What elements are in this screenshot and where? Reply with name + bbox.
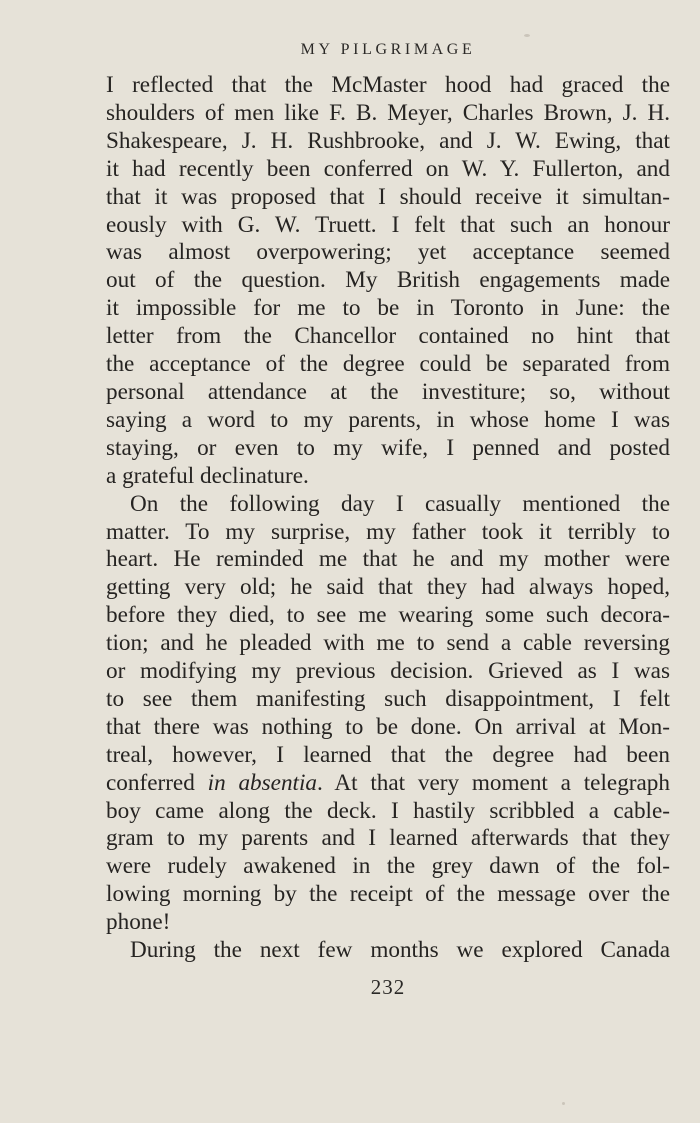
paragraph-3 — [106, 937, 670, 965]
text-line: was almost overpowering; yet acceptance seemed — [106, 239, 670, 266]
text-line: getting very old; he said that they had always hoped, — [106, 574, 670, 601]
text-line: saying a word to my parents, in whose home I was — [106, 406, 670, 433]
text-line: before they died, to see me wearing some such decora- — [106, 602, 670, 629]
text-line-italic: conferred in absentia. At that very moment a telegraph — [106, 769, 670, 796]
text-line: treal, however, I learned that the degree had been — [106, 741, 670, 768]
text-line: matter. To my surprise, my father took it terribly to — [106, 518, 670, 545]
text-line: it impossible for me to be in Toronto in June: the — [106, 295, 670, 322]
paper-speck — [524, 34, 530, 37]
paper-speck — [562, 1102, 565, 1105]
text-line: that it was proposed that I should receive it simultan- — [106, 183, 670, 210]
text-line: lowing morning by the receipt of the message over the — [106, 881, 670, 908]
text-line: it had recently been conferred on W. Y. Fullerton, and — [106, 155, 670, 182]
text-line: I reflected that the McMaster hood had graced the — [106, 72, 670, 98]
text-line: tion; and he pleaded with me to send a cable reversing — [106, 630, 670, 657]
text-line: Shakespeare, J. H. Rushbrooke, and J. W. Ewing, that — [106, 127, 670, 154]
text-line: were rudely awakened in the grey dawn of the fol- — [106, 853, 670, 880]
running-head: MY PILGRIMAGE — [300, 41, 476, 58]
text-line: eously with G. W. Truett. I felt that such an honour — [106, 211, 670, 238]
text-line: a grateful declinature. — [106, 462, 309, 489]
text-line: shoulders of men like F. B. Meyer, Charles Brown, J. H. — [106, 99, 670, 126]
page-number: 232 — [370, 975, 406, 999]
text-line: gram to my parents and I learned afterwards that they — [106, 825, 670, 852]
text-line: or modifying my previous decision. Grieved as I was — [106, 658, 670, 685]
text-line: the acceptance of the degree could be separated from — [106, 351, 670, 378]
paragraph-2 — [106, 491, 670, 938]
text-line: out of the question. My British engagements made — [106, 267, 670, 294]
text-line: boy came along the deck. I hastily scribbled a cable- — [106, 797, 670, 824]
text-line: On the following day I casually mentioned the — [130, 490, 670, 517]
text-line: phone! — [106, 909, 171, 936]
text-line: During the next few months we explored Canada — [130, 937, 670, 964]
text-line: to see them manifesting such disappointment, I felt — [106, 685, 670, 712]
text-line: heart. He reminded me that he and my mother were — [106, 546, 670, 573]
text-line: letter from the Chancellor contained no hint that — [106, 323, 670, 350]
paragraph-1 — [106, 72, 670, 491]
italic-phrase: in absentia — [207, 769, 318, 796]
text-line: that there was nothing to be done. On arrival at Mon- — [106, 713, 670, 740]
body-text — [106, 72, 670, 965]
text-line: personal attendance at the investiture; so, without — [106, 378, 670, 405]
text-line: staying, or even to my wife, I penned and posted — [106, 434, 670, 461]
